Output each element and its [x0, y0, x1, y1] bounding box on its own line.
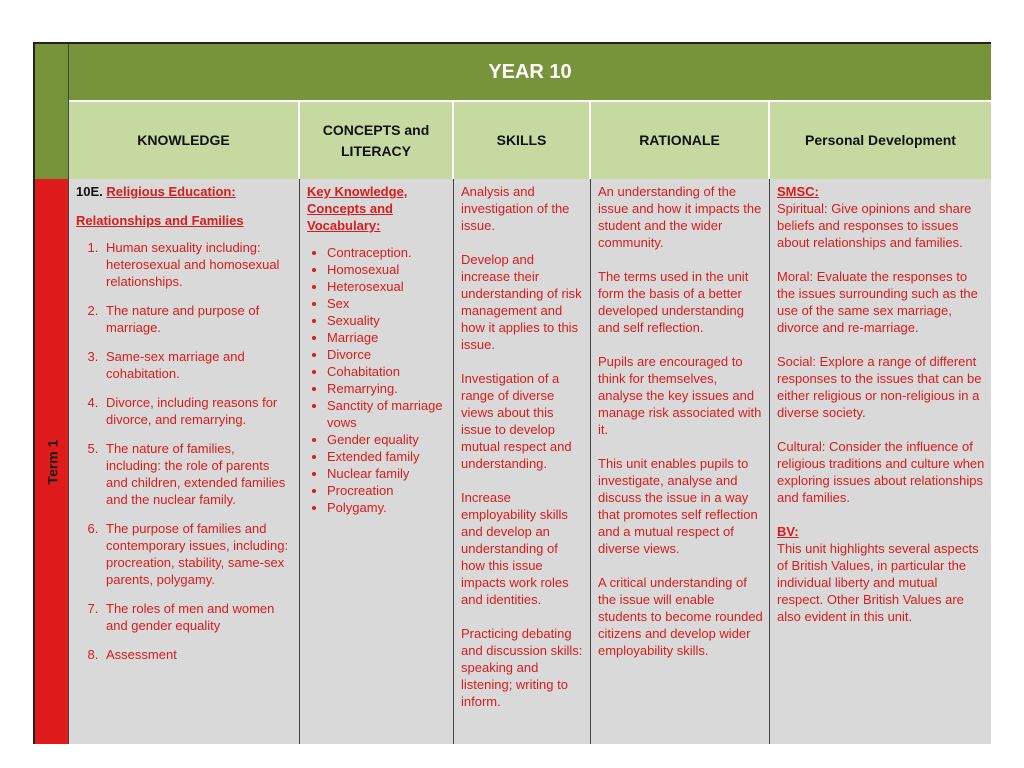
- subject-name: Religious Education:: [106, 184, 236, 199]
- knowledge-item: 3. Same-sex marriage and cohabitation.: [102, 348, 293, 382]
- curriculum-table: [33, 42, 991, 744]
- vocabulary-item: • Sexuality: [327, 312, 447, 329]
- vocabulary-item: • Marriage: [327, 329, 447, 346]
- skills-paragraph: Increase employability skills and develop an understanding of how this issue impacts work roles and identities.: [461, 490, 569, 607]
- skills-paragraph: Analysis and investigation of the issue.: [461, 184, 570, 233]
- rationale-paragraph: This unit enables pupils to investigate, analyse and discuss the issue in a way that promotes self reflection and a mutual respect of diverse views.: [598, 456, 758, 556]
- vocabulary-list: [307, 244, 447, 516]
- skills-paragraph: Practicing debating and discussion skills: speaking and listening; writing to inform.: [461, 626, 583, 709]
- unit-title: Relationships and Families: [76, 213, 244, 228]
- knowledge-item: 6. The purpose of families and contemporary issues, including: procreation, stability, same-sex parents, polygamy.: [102, 520, 293, 588]
- knowledge-item: 8. Assessment: [102, 646, 293, 663]
- knowledge-item: 1. Human sexuality including: heterosexual and homosexual relationships.: [102, 239, 293, 290]
- knowledge-item: 5. The nature of families, including: the role of parents and children, extended families and the nuclear family.: [102, 440, 293, 508]
- knowledge-item: 4. Divorce, including reasons for divorce, and remarrying.: [102, 394, 293, 428]
- vocabulary-item: • Extended family: [327, 448, 447, 465]
- knowledge-subject-line: [76, 183, 293, 200]
- bv-text: This unit highlights several aspects of British Values, in particular the individual liberty and mutual respect. Other British Values are also evident in this unit.: [777, 541, 979, 624]
- spiritual-text: Spiritual: Give opinions and share beliefs and responses to issues about relationships and families.: [777, 201, 972, 250]
- term-label: Term 1: [44, 439, 60, 484]
- social-text: Social: Explore a range of different responses to the issues that can be either religious or non-religious in a diverse society.: [777, 354, 982, 420]
- unit-code: 10E.: [76, 184, 103, 199]
- vocabulary-item: • Polygamy.: [327, 499, 447, 516]
- rationale-paragraph: Pupils are encouraged to think for themselves, analyse the key issues and manage risk associated with it.: [598, 354, 762, 437]
- knowledge-cell: [69, 179, 300, 744]
- smsc-heading: SMSC:: [777, 184, 819, 199]
- vocabulary-item: • Homosexual: [327, 261, 447, 278]
- vocabulary-item: • Nuclear family: [327, 465, 447, 482]
- rationale-paragraph: An understanding of the issue and how it impacts the student and the wider community.: [598, 184, 762, 250]
- concepts-heading: Key Knowledge, Concepts and Vocabulary:: [307, 184, 408, 233]
- header-rationale: RATIONALE: [591, 102, 770, 179]
- header-personal-development: Personal Development: [770, 102, 991, 179]
- vocabulary-item: • Procreation: [327, 482, 447, 499]
- vocabulary-item: • Divorce: [327, 346, 447, 363]
- page-title: YEAR 10: [69, 44, 991, 102]
- side-strip-header: [35, 44, 69, 179]
- vocabulary-item: • Heterosexual: [327, 278, 447, 295]
- vocabulary-item: • Gender equality: [327, 431, 447, 448]
- bv-heading: BV:: [777, 524, 799, 539]
- header-skills: SKILLS: [454, 102, 591, 179]
- vocabulary-item: • Remarrying.: [327, 380, 447, 397]
- knowledge-item: 7. The roles of men and women and gender equality: [102, 600, 293, 634]
- vocabulary-item: • Sanctity of marriage vows: [327, 397, 447, 431]
- skills-paragraph: Develop and increase their understanding of risk management and how it applies to this issue.: [461, 252, 582, 352]
- concepts-cell: [300, 179, 454, 744]
- vocabulary-item: • Sex: [327, 295, 447, 312]
- moral-text: Moral: Evaluate the responses to the issues surrounding such as the use of the same sex marriage, divorce and re-marriage.: [777, 269, 978, 335]
- personal-development-cell: [770, 179, 991, 744]
- skills-paragraph: Investigation of a range of diverse views about this issue to develop mutual respect and understanding.: [461, 371, 572, 471]
- knowledge-list: [76, 239, 293, 663]
- vocabulary-item: • Cohabitation: [327, 363, 447, 380]
- rationale-cell: [591, 179, 770, 744]
- knowledge-item: 2. The nature and purpose of marriage.: [102, 302, 293, 336]
- header-concepts: CONCEPTS and LITERACY: [300, 102, 454, 179]
- rationale-paragraph: A critical understanding of the issue will enable students to become rounded citizens and develop wider employability skills.: [598, 575, 763, 658]
- skills-cell: [454, 179, 591, 744]
- rationale-paragraph: The terms used in the unit form the basis of a better developed understanding and self reflection.: [598, 269, 749, 335]
- cultural-text: Cultural: Consider the influence of religious traditions and culture when exploring issues about relationships and families.: [777, 439, 985, 505]
- vocabulary-item: • Contraception.: [327, 244, 447, 261]
- header-knowledge: KNOWLEDGE: [69, 102, 300, 179]
